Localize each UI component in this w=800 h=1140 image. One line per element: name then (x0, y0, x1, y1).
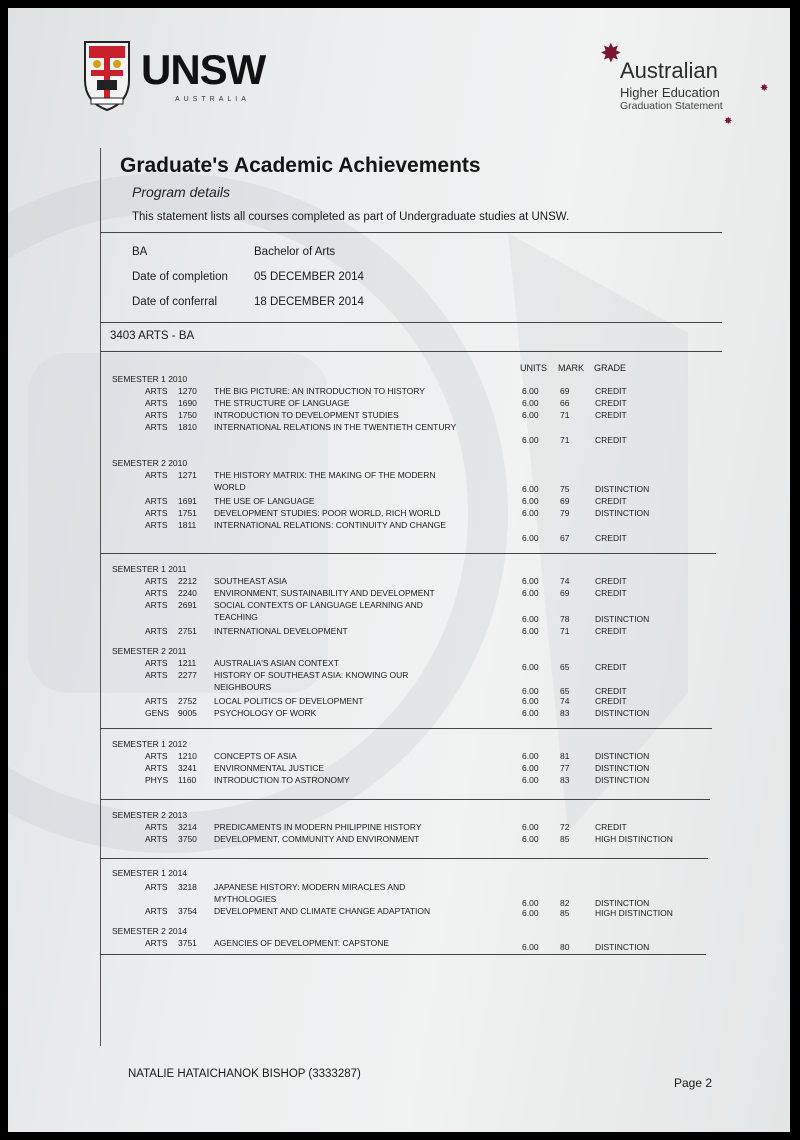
table-row (112, 763, 712, 775)
course-grade: DISTINCTION (595, 775, 650, 785)
course-title: DEVELOPMENT STUDIES: POOR WORLD, RICH WORLD (214, 508, 441, 518)
course-subject: ARTS (145, 508, 168, 518)
course-title: THE HISTORY MATRIX: THE MAKING OF THE MODERN WORLD (214, 470, 436, 492)
table-row (112, 906, 712, 918)
course-units: 6.00 (522, 763, 539, 773)
semester-label: SEMESTER 1 2010 (112, 374, 188, 384)
course-subject: ARTS (145, 658, 168, 668)
course-number: 1270 (178, 386, 197, 396)
unsw-subtitle: AUSTRALIA (175, 96, 250, 103)
divider (100, 322, 722, 323)
course-subject: ARTS (145, 751, 168, 761)
course-mark: 82 (560, 898, 570, 908)
course-title: HISTORY OF SOUTHEAST ASIA: KNOWING OUR NEIGHBOURS (214, 670, 409, 692)
course-grade: DISTINCTION (595, 614, 650, 624)
course-subject: ARTS (145, 906, 168, 916)
semester-label: SEMESTER 1 2012 (112, 739, 188, 749)
course-units: 6.00 (522, 751, 539, 761)
course-subject: ARTS (145, 938, 168, 948)
course-number: 3751 (178, 938, 197, 948)
course-number: 2751 (178, 626, 197, 636)
course-units: 6.00 (522, 410, 539, 420)
ahe-subtitle: Higher Education (620, 85, 720, 100)
section-subtitle: Program details (132, 184, 231, 200)
course-units: 6.00 (522, 435, 539, 445)
unsw-wordmark: UNSW (141, 46, 266, 93)
course-number: 2240 (178, 588, 197, 598)
course-subject: ARTS (145, 696, 168, 706)
table-row (112, 422, 712, 446)
table-row (112, 822, 712, 834)
course-grade: CREDIT (595, 822, 627, 832)
course-title: THE STRUCTURE OF LANGUAGE (214, 398, 350, 408)
course-number: 3750 (178, 834, 197, 844)
course-title: SOUTHEAST ASIA (214, 576, 288, 586)
course-number: 2212 (178, 576, 197, 586)
course-title: INTERNATIONAL RELATIONS: CONTINUITY AND CHANGE (214, 520, 447, 530)
completion-label: Date of completion (132, 271, 228, 283)
grade-column-header: GRADE (594, 363, 627, 373)
course-units: 6.00 (522, 708, 539, 718)
course-number: 3214 (178, 822, 197, 832)
course-mark: 66 (560, 398, 570, 408)
degree-name: Bachelor of Arts (254, 246, 336, 258)
course-grade: CREDIT (595, 386, 627, 396)
course-number: 1690 (178, 398, 197, 408)
table-row (112, 398, 712, 410)
course-grade: DISTINCTION (595, 763, 650, 773)
course-grade: CREDIT (595, 496, 627, 506)
course-title: PREDICAMENTS IN MODERN PHILIPPINE HISTORY (214, 822, 422, 832)
course-grade: DISTINCTION (595, 751, 650, 761)
table-row (112, 882, 712, 906)
course-number: 1211 (178, 658, 197, 668)
course-mark: 75 (560, 484, 570, 494)
course-number: 1810 (178, 422, 197, 432)
ahe-caption: Graduation Statement (620, 100, 723, 112)
ahe-logo (598, 38, 773, 138)
statement-text: This statement lists all courses completed as part of Undergraduate studies at UNSW. (132, 211, 570, 223)
course-subject: ARTS (145, 763, 168, 773)
course-mark: 79 (560, 508, 570, 518)
course-mark: 72 (560, 822, 570, 832)
course-subject: ARTS (145, 670, 168, 680)
left-rule (100, 148, 101, 1046)
course-units: 6.00 (522, 822, 539, 832)
course-grade: CREDIT (595, 686, 627, 696)
course-units: 6.00 (522, 908, 539, 918)
course-subject: ARTS (145, 626, 168, 636)
course-number: 2691 (178, 600, 197, 610)
course-mark: 67 (560, 533, 570, 543)
course-number: 1750 (178, 410, 197, 420)
course-title: SOCIAL CONTEXTS OF LANGUAGE LEARNING AND TEACHING (214, 600, 423, 622)
unsw-crest-icon (83, 40, 131, 112)
course-mark: 77 (560, 763, 570, 773)
table-row (112, 775, 712, 787)
course-number: 3241 (178, 763, 197, 773)
semester-label: SEMESTER 1 2014 (112, 868, 188, 878)
course-title: AUSTRALIA'S ASIAN CONTEXT (214, 658, 339, 668)
course-title: INTRODUCTION TO DEVELOPMENT STUDIES (214, 410, 399, 420)
course-grade: DISTINCTION (595, 898, 650, 908)
course-number: 3754 (178, 906, 197, 916)
course-units: 6.00 (522, 942, 539, 952)
course-number: 9005 (178, 708, 197, 718)
course-number: 1210 (178, 751, 197, 761)
divider (100, 954, 706, 955)
page-number: Page 2 (674, 1076, 713, 1090)
course-units: 6.00 (522, 588, 539, 598)
course-subject: ARTS (145, 422, 168, 432)
course-mark: 65 (560, 662, 570, 672)
course-units: 6.00 (522, 576, 539, 586)
course-title: THE USE OF LANGUAGE (214, 496, 315, 506)
table-row (112, 470, 712, 494)
course-grade: CREDIT (595, 662, 627, 672)
course-title: INTRODUCTION TO ASTRONOMY (214, 775, 350, 785)
course-subject: ARTS (145, 398, 168, 408)
conferral-date: 18 DECEMBER 2014 (254, 296, 364, 308)
course-title: DEVELOPMENT AND CLIMATE CHANGE ADAPTATION (214, 906, 431, 916)
course-grade: DISTINCTION (595, 484, 650, 494)
table-row (112, 938, 712, 950)
course-number: 3218 (178, 882, 197, 892)
course-title: THE BIG PICTURE: AN INTRODUCTION TO HISTORY (214, 386, 425, 396)
course-title: AGENCIES OF DEVELOPMENT: CAPSTONE (214, 938, 390, 948)
table-row (112, 696, 712, 708)
course-grade: DISTINCTION (595, 708, 650, 718)
course-units: 6.00 (522, 614, 539, 624)
divider (100, 351, 722, 352)
course-subject: ARTS (145, 882, 168, 892)
course-subject: ARTS (145, 588, 168, 598)
table-row (112, 600, 712, 624)
course-mark: 71 (560, 410, 570, 420)
course-number: 1691 (178, 496, 197, 506)
course-grade: HIGH DISTINCTION (595, 834, 673, 844)
course-title: INTERNATIONAL DEVELOPMENT (214, 626, 348, 636)
course-grade: DISTINCTION (595, 942, 650, 952)
course-number: 1271 (178, 470, 197, 480)
course-units: 6.00 (522, 775, 539, 785)
star-icon: ✸ (724, 116, 733, 127)
course-title: ENVIRONMENT, SUSTAINABILITY AND DEVELOPMENT (214, 588, 435, 598)
course-number: 2277 (178, 670, 197, 680)
course-grade: CREDIT (595, 588, 627, 598)
course-mark: 74 (560, 576, 570, 586)
table-row (112, 508, 712, 520)
course-grade: CREDIT (595, 533, 627, 543)
course-units: 6.00 (522, 626, 539, 636)
ahe-title: Australian (620, 58, 718, 83)
divider (100, 553, 716, 554)
course-title: JAPANESE HISTORY: MODERN MIRACLES AND MYTHOLOGIES (214, 882, 406, 904)
divider (100, 858, 708, 859)
student-name: NATALIE HATAICHANOK BISHOP (3333287) (128, 1068, 361, 1080)
course-units: 6.00 (522, 386, 539, 396)
degree-code: BA (132, 246, 148, 258)
units-column-header: UNITS (520, 363, 547, 373)
table-row (112, 520, 712, 544)
course-title: INTERNATIONAL RELATIONS IN THE TWENTIETH CENTURY (214, 422, 457, 432)
course-subject: ARTS (145, 410, 168, 420)
course-units: 6.00 (522, 508, 539, 518)
conferral-label: Date of conferral (132, 296, 218, 308)
course-mark: 69 (560, 496, 570, 506)
course-number: 2752 (178, 696, 197, 706)
table-row (112, 751, 712, 763)
unsw-logo (83, 40, 293, 120)
course-mark: 83 (560, 775, 570, 785)
course-title: ENVIRONMENTAL JUSTICE (214, 763, 325, 773)
course-mark: 78 (560, 614, 570, 624)
course-subject: ARTS (145, 822, 168, 832)
course-subject: ARTS (145, 470, 168, 480)
course-mark: 81 (560, 751, 570, 761)
course-subject: ARTS (145, 520, 168, 530)
table-row (112, 386, 712, 398)
semester-label: SEMESTER 2 2014 (112, 926, 188, 936)
course-mark: 65 (560, 686, 570, 696)
star-icon: ✸ (600, 38, 622, 68)
completion-date: 05 DECEMBER 2014 (254, 271, 364, 283)
course-subject: ARTS (145, 834, 168, 844)
course-subject: ARTS (145, 386, 168, 396)
divider (100, 232, 722, 233)
course-grade: CREDIT (595, 696, 627, 706)
page-title: Graduate's Academic Achievements (120, 154, 481, 177)
course-units: 6.00 (522, 484, 539, 494)
program-code: 3403 ARTS - BA (110, 330, 195, 342)
course-mark: 80 (560, 942, 570, 952)
table-row (112, 588, 712, 600)
course-grade: CREDIT (595, 576, 627, 586)
course-number: 1811 (178, 520, 197, 530)
course-subject: ARTS (145, 496, 168, 506)
course-subject: ARTS (145, 576, 168, 586)
course-units: 6.00 (522, 496, 539, 506)
course-mark: 71 (560, 626, 570, 636)
course-subject: GENS (145, 708, 170, 718)
divider (100, 728, 712, 729)
semester-label: SEMESTER 2 2013 (112, 810, 188, 820)
course-grade: CREDIT (595, 410, 627, 420)
course-mark: 71 (560, 435, 570, 445)
table-row (112, 496, 712, 508)
course-grade: CREDIT (595, 398, 627, 408)
transcript-page (8, 8, 790, 1132)
course-grade: CREDIT (595, 435, 627, 445)
course-units: 6.00 (522, 662, 539, 672)
course-grade: HIGH DISTINCTION (595, 908, 673, 918)
course-grade: CREDIT (595, 626, 627, 636)
course-title: CONCEPTS OF ASIA (214, 751, 297, 761)
course-mark: 83 (560, 708, 570, 718)
semester-label: SEMESTER 2 2011 (112, 646, 187, 656)
course-units: 6.00 (522, 898, 539, 908)
table-row (112, 658, 712, 670)
course-title: DEVELOPMENT, COMMUNITY AND ENVIRONMENT (214, 834, 420, 844)
course-mark: 85 (560, 908, 570, 918)
table-row (112, 410, 712, 422)
course-subject: ARTS (145, 600, 168, 610)
course-mark: 69 (560, 386, 570, 396)
course-title: PSYCHOLOGY OF WORK (214, 708, 317, 718)
mark-column-header: MARK (558, 363, 585, 373)
divider (100, 799, 710, 800)
course-number: 1751 (178, 508, 197, 518)
table-row (112, 670, 712, 694)
course-title: LOCAL POLITICS OF DEVELOPMENT (214, 696, 364, 706)
course-number: 1160 (178, 775, 197, 785)
star-icon: ✸ (760, 83, 769, 94)
course-mark: 69 (560, 588, 570, 598)
course-units: 6.00 (522, 686, 539, 696)
semester-label: SEMESTER 1 2011 (112, 564, 187, 574)
table-row (112, 576, 712, 588)
course-mark: 74 (560, 696, 570, 706)
course-units: 6.00 (522, 533, 539, 543)
table-row (112, 708, 712, 720)
semester-label: SEMESTER 2 2010 (112, 458, 188, 468)
course-units: 6.00 (522, 398, 539, 408)
table-row (112, 626, 712, 638)
course-subject: PHYS (145, 775, 169, 785)
course-mark: 85 (560, 834, 570, 844)
table-row (112, 834, 712, 846)
course-units: 6.00 (522, 834, 539, 844)
course-units: 6.00 (522, 696, 539, 706)
course-grade: DISTINCTION (595, 508, 650, 518)
